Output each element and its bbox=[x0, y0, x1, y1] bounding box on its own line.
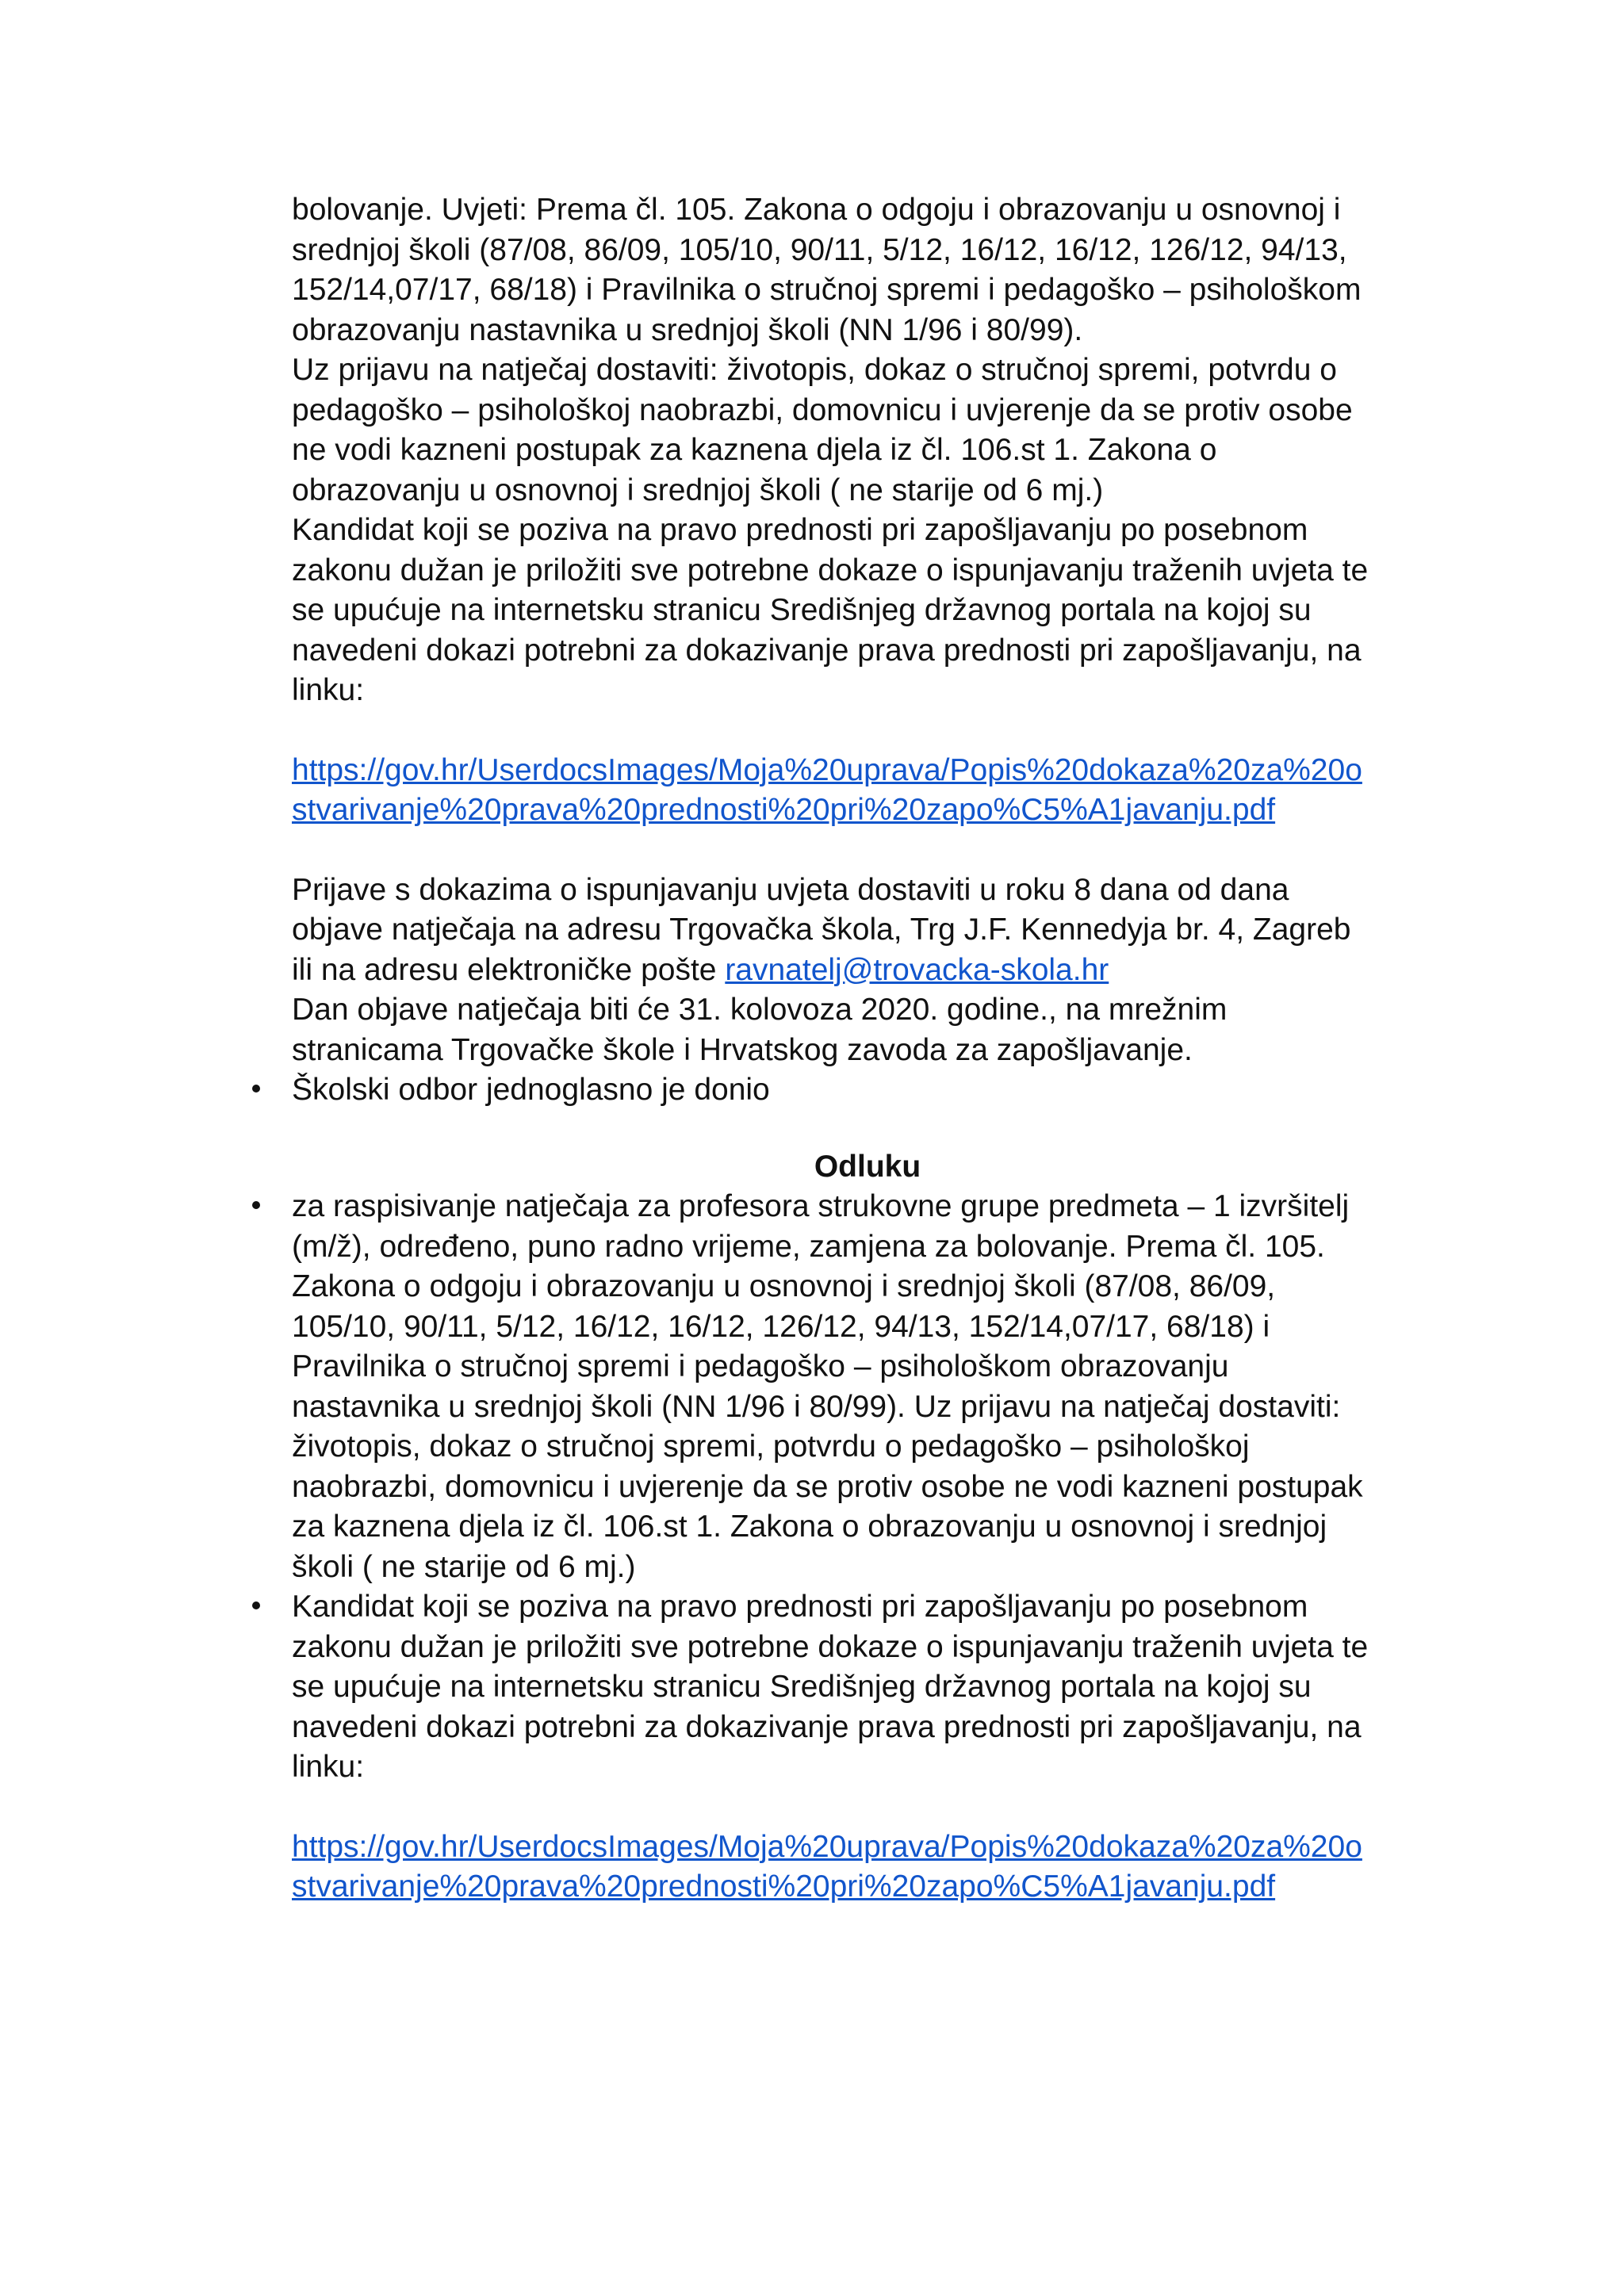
paragraph-publication-date: Dan objave natječaja biti će 31. kolovoza 2020. godine., na mrežnim stranicama Trgovačke škole i Hrvatskog zavoda za zapošljavanje. bbox=[292, 993, 1228, 1067]
bullet-icon bbox=[244, 1187, 268, 1227]
list-item bbox=[292, 1070, 1443, 1111]
spacer bbox=[292, 831, 1443, 871]
spacer bbox=[292, 711, 1443, 751]
paragraph-submission bbox=[292, 871, 1443, 991]
email-link[interactable]: ravnatelj@trovacka-skola.hr bbox=[725, 952, 1109, 987]
evidence-list-link-2[interactable]: https://gov.hr/UserdocsImages/Moja%20uprava/Popis%20dokaza%20za%20o stvarivanje%20prava%20prednosti%20pri%20zapo%C5%A1javanju.pdf bbox=[292, 1829, 1362, 1904]
bullet-icon bbox=[244, 1070, 268, 1111]
paragraph-priority-candidate: Kandidat koji se poziva na pravo prednosti pri zapošljavanju po posebnom zakonu dužan je priložiti sve potrebne dokaze o ispunjavanju traženih uvjeta te se upućuje na internetsku stranicu Središnjeg državnog portala na kojoj su navedeni dokazi potrebni za dokazivanje prava prednosti pri zapošljavanju, na linku: bbox=[292, 513, 1369, 707]
spacer bbox=[292, 1788, 1443, 1827]
document-body bbox=[292, 190, 1443, 1908]
evidence-list-link[interactable]: https://gov.hr/UserdocsImages/Moja%20uprava/Popis%20dokaza%20za%20o stvarivanje%20prava%20prednosti%20pri%20zapo%C5%A1javanju.pdf bbox=[292, 752, 1362, 827]
list-item bbox=[292, 1187, 1443, 1587]
bullet-icon bbox=[244, 1587, 268, 1628]
bullet-vacancy-details: za raspisivanje natječaja za profesora strukovne grupe predmeta – 1 izvršitelj (m/ž), određeno, puno radno vrijeme, zamjena za bolovanje. Prema čl. 105. Zakona o odgoju i obrazovanju u osnovnoj i srednjoj školi (87/08, 86/09, 105/10, 90/11, 5/12, 16/12, 16/12, 126/12, 94/13, 152/14,07/17, 68/18) i Pravilnika o stručnoj spremi i pedagoško – psihološkom obrazovanju nastavnika u srednjoj školi (NN 1/96 i 80/99). Uz prijavu na natječaj dostaviti: životopis, dokaz o stručnoj spremi, potvrdu o pedagoško – psihološkoj naobrazbi, domovnicu i uvjerenje da se protiv osobe ne vodi kazneni postupak za kaznena djela iz čl. 106.st 1. Zakona o obrazovanju u osnovnoj i srednjoj školi ( ne starije od 6 mj.) bbox=[292, 1189, 1363, 1584]
spacer bbox=[292, 1111, 1443, 1147]
list-item bbox=[292, 1587, 1443, 1788]
paragraph-application-documents: Uz prijavu na natječaj dostaviti: životopis, dokaz o stručnoj spremi, potvrdu o pedagoško – psihološkoj naobrazbi, domovnicu i uvjerenje da se protiv osobe ne vodi kazneni postupak za kaznena djela iz čl. 106.st 1. Zakona o obrazovanju u osnovnoj i srednjoj školi ( ne starije od 6 mj.) bbox=[292, 353, 1353, 507]
decision-heading: Odluku bbox=[814, 1149, 921, 1184]
bullet-board-decision: Školski odbor jednoglasno je donio bbox=[292, 1073, 770, 1107]
bullet-priority-candidate: Kandidat koji se poziva na pravo prednosti pri zapošljavanju po posebnom zakonu dužan je priložiti sve potrebne dokaze o ispunjavanju traženih uvjeta te se upućuje na internetsku stranicu Središnjeg državnog portala na kojoj su navedeni dokazi potrebni za dokazivanje prava prednosti pri zapošljavanju, na linku: bbox=[292, 1590, 1369, 1784]
submission-text: Prijave s dokazima o ispunjavanju uvjeta dostaviti u roku 8 dana od dana objave natječaja na adresu Trgovačka škola, Trg J.F. Kennedyja br. 4, Zagreb ili na adresu elektroničke pošte bbox=[292, 872, 1351, 987]
paragraph-conditions: bolovanje. Uvjeti: Prema čl. 105. Zakona o odgoju i obrazovanju u osnovnoj i srednjoj školi (87/08, 86/09, 105/10, 90/11, 5/12, 16/12, 16/12, 126/12, 94/13, 152/14,07/17, 68/18) i Pravilnika o stručnoj spremi i pedagoško – psihološkom obrazovanju nastavnika u srednjoj školi (NN 1/96 i 80/99). bbox=[292, 193, 1362, 347]
